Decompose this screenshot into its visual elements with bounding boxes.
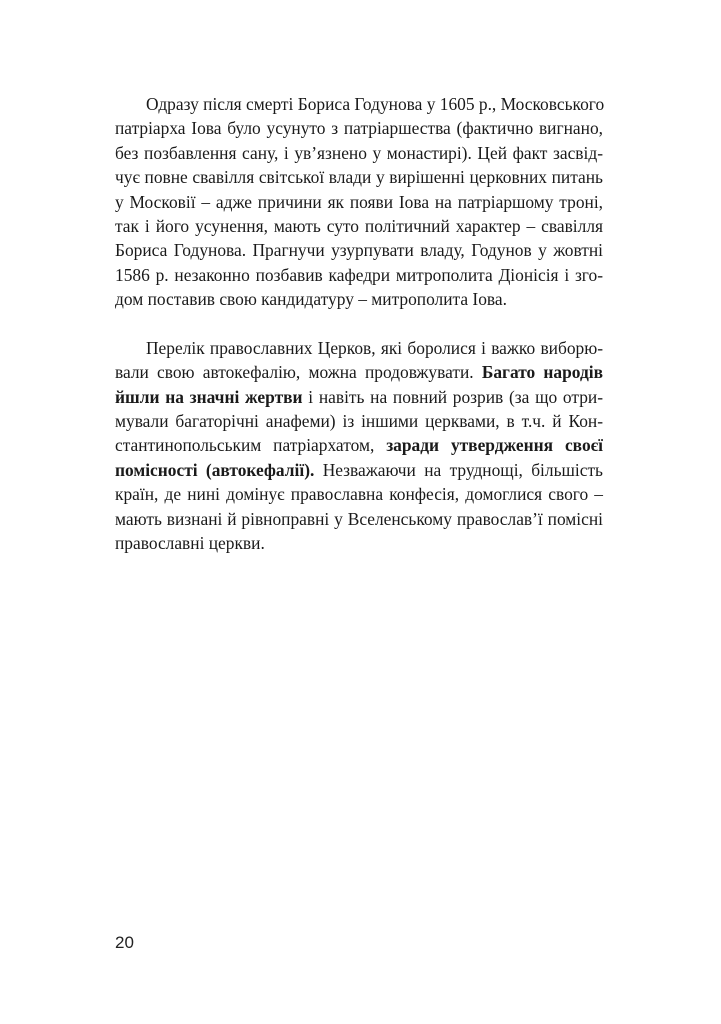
text-run: стантинопольським патріархатом, — [115, 435, 375, 456]
text-run: Незважаючи на труднощі, більшість — [322, 459, 603, 480]
bold-emphasis: Багато народів — [481, 362, 604, 383]
text-line — [115, 482, 603, 506]
text-line: дом поставив свою кандидатуру – митрополита Іова. — [115, 289, 507, 310]
text-run: країн, де нині домінує православна конфесія, домоглися свого – — [115, 484, 603, 505]
text-run: вали свою автокефалію, можна продовжувати. — [115, 362, 474, 383]
text-line — [115, 458, 603, 482]
body-text — [115, 92, 603, 555]
text-line: у Московії – адже причини як появи Іова на патріаршому троні, — [115, 191, 603, 212]
text-run: православні церкви. — [115, 533, 265, 554]
text-run: Перелік православних Церков, які боролися і важко виборю- — [146, 337, 603, 358]
text-line: чує повне свавілля світської влади у вирішенні церковних питань — [115, 167, 603, 188]
text-line — [115, 433, 603, 457]
text-line — [115, 336, 603, 360]
text-line — [115, 409, 603, 433]
text-line — [115, 507, 603, 531]
text-run: мували багаторічні анафеми) із іншими церквами, в т.ч. й Кон- — [115, 411, 603, 432]
text-line — [115, 360, 603, 384]
text-run: мають визнані й рівноправні у Вселенському православ’ї помісні — [115, 508, 603, 529]
paragraph-2 — [115, 336, 603, 556]
paragraph-1 — [115, 92, 603, 312]
text-line: так і його усунення, мають суто політичний характер – свавілля — [115, 215, 603, 236]
bold-emphasis: заради утвердження своєї — [386, 435, 603, 456]
text-line: 1586 р. незаконно позбавив кафедри митрополита Діонісія і зго- — [115, 264, 603, 285]
text-line: Одразу після смерті Бориса Годунова у 1605 р., Московського — [146, 94, 605, 114]
page-number: 20 — [115, 933, 134, 952]
text-line — [115, 385, 603, 409]
text-line: патріарха Іова було усунуто з патріаршества (фактично вигнано, — [115, 118, 603, 139]
text-run: і навіть на повний розрив (за що отри- — [308, 386, 603, 407]
text-line — [115, 531, 603, 555]
bold-emphasis: помісності (автокефалії). — [115, 459, 315, 480]
bold-emphasis: йшли на значні жертви — [115, 386, 303, 407]
paragraph-gap — [115, 312, 603, 336]
text-line: без позбавлення сану, і ув’язнено у монастирі). Цей факт засвід- — [115, 142, 603, 163]
text-line: Бориса Годунова. Прагнучи узурпувати владу, Годунов у жовтні — [115, 240, 603, 261]
